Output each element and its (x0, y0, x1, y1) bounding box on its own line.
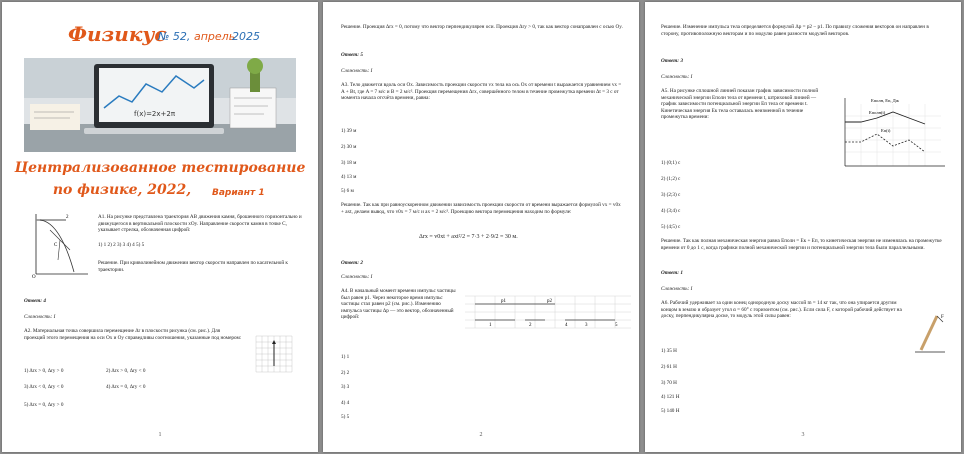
graph-axis-label: Eполн, Eп, Дж (871, 98, 899, 103)
cover-illustration (24, 58, 296, 152)
a1-solution: Решение. При криволинейном движении вектор скорости направлен по касательной к траектории. (98, 260, 288, 273)
a4-option-2: 2) 2 (341, 370, 350, 376)
a6-question: А6. Рабочий удерживает за один конец однородную доску массой m = 14 кг так, что она упирается другим концом в землю и образует угол α = 60° с горизонтом (см. рис.). Если сила F, с которой рабочий действует на доску, перпендикулярна доске, то модуль этой силы равен: (661, 300, 902, 320)
a3-option-3: 3) 18 м (341, 160, 357, 166)
a3-option-4: 4) 13 м (341, 174, 357, 180)
page-3 (645, 2, 961, 452)
a2-question: А2. Материальная точка совершила перемещение Δr в плоскости рисунка (см. рис.). Для проекций этого перемещения на оси Ox и Oy справедливы соотношения, указанные под номером: (24, 328, 242, 341)
a5-option-1: 1) (0;1) с (661, 160, 681, 166)
page-number-1: 1 (158, 432, 162, 438)
a1-trajectory-figure (30, 212, 90, 278)
p2-difficulty-1: Сложность: I (341, 68, 373, 74)
svg-text:4: 4 (565, 323, 568, 328)
a2-option-4: 4) Δrx = 0, Δry < 0 (106, 384, 146, 390)
a2-option-3: 3) Δrx < 0, Δry < 0 (24, 384, 64, 390)
graph-label-potential: Eп(t) (881, 128, 891, 133)
a6-board-figure (911, 306, 947, 356)
issue-year: 2025 (232, 30, 260, 43)
a3-option-5: 5) 6 м (341, 188, 354, 194)
test-title: Централизованное тестирование (14, 160, 306, 176)
a5-question: А5. На рисунке сплошной линией показан график зависимости полной механической энергии Eполн тела от времени t, штриховой линией — график зависимости потенциальной энергии Eп тела от времени t. Кинетическая энергия Eк тела оставалась неизменной в течение промежутка времени: (661, 88, 819, 121)
svg-text:2: 2 (66, 215, 69, 220)
page-number-3: 3 (801, 432, 805, 438)
a3-option-1: 1) 39 м (341, 128, 357, 134)
p3-difficulty-2: Сложность: I (661, 286, 693, 292)
p3-answer-3: Ответ: 3 (661, 58, 683, 64)
p3-answer-1: Ответ: 1 (661, 270, 683, 276)
p2-answer-5: Ответ: 5 (341, 52, 363, 58)
issue-month: апрель (194, 30, 236, 43)
issue-number: № 52, (158, 30, 191, 43)
a6-option-1: 1) 35 Н (661, 348, 677, 354)
a3-question: А3. Тело движется вдоль оси Ox. Зависимость проекции скорости vx тела на ось Ox от времени t выражается уравнением vx = A + Bt, где A = 7 м/с и B = 2 м/с². Проекция перемещения Δrx, совершённого телом в течение промежутка времени Δt = 3 с от момента начала отсчёта времени, равна: (341, 82, 622, 102)
svg-text:3: 3 (585, 323, 588, 328)
p3-top-solution: Решение. Изменение импульса тела определяется формулой Δp = p2 − p1. По правилу сложения векторов он направлен в сторону, противоположную векторам и по модулю равен разности модулей векторов. (661, 24, 929, 37)
svg-text:C: C (54, 243, 58, 248)
page-2 (323, 2, 639, 452)
a2-option-5: 5) Δrx = 0, Δry > 0 (24, 402, 64, 408)
svg-text:f(x)=2x+2π: f(x)=2x+2π (134, 110, 176, 118)
p3-difficulty-1: Сложность: I (661, 74, 693, 80)
page-1 (2, 2, 318, 452)
a4-option-4: 4) 4 (341, 400, 350, 406)
a6-option-5: 5) 140 Н (661, 408, 680, 414)
svg-text:O: O (32, 275, 36, 278)
variant-label: Вариант 1 (212, 188, 265, 198)
a5-option-4: 4) (3;4) с (661, 208, 681, 214)
magazine-title: Физикус (68, 22, 167, 46)
svg-text:1: 1 (489, 323, 492, 328)
a3-option-2: 2) 30 м (341, 144, 357, 150)
a1-answer: Ответ: 4 (24, 298, 46, 304)
svg-text:5: 5 (615, 323, 618, 328)
page-number-2: 2 (479, 432, 483, 438)
test-title-2: по физике, 2022, (52, 182, 192, 198)
a4-question: А4. В начальный момент времени импульс частицы был равен p1. Через некоторое время импульс частицы стал равен p2 (см. рис.). Изменению импульса частицы Δp — это вектор, обозначенный цифрой: (341, 288, 456, 321)
p2-difficulty-2: Сложность: I (341, 274, 373, 280)
a3-formula: Δrx = v0xt + axt²/2 = 7·3 + 2·9/2 = 30 м. (419, 234, 518, 240)
graph-label-total: Eполн(t) (869, 110, 886, 115)
a4-option-5: 5) 5 (341, 414, 350, 420)
a4-option-3: 3) 3 (341, 384, 350, 390)
p2-top-solution: Решение. Проекция Δrx = 0, потому что вектор перпендикулярен оси. Проекция Δry > 0, так как вектор сонаправлен с осью Oy. (341, 24, 623, 30)
a5-option-3: 3) (2;3) с (661, 192, 681, 198)
a2-grid-figure (252, 330, 296, 376)
a6-option-3: 3) 70 Н (661, 380, 677, 386)
a5-option-2: 2) (1;2) с (661, 176, 681, 182)
a3-solution: Решение. Так как при равноускоренном движении зависимость проекции скорости от времени выражается формулой vx = v0x + axt, делаем вывод, что v0x = 7 м/с и ax = 2 м/с². Проекцию вектора перемещения находим по формуле: (341, 202, 621, 215)
a2-option-1: 1) Δrx > 0, Δry > 0 (24, 368, 64, 374)
a2-option-2: 2) Δrx > 0, Δry < 0 (106, 368, 146, 374)
a1-question: А1. На рисунке представлена траектория AB движения камня, брошенного горизонтально и движущегося в вертикальной плоскости xOy. Направление скорости камня в точке C, указывает стрелка, обозначенная цифрой: (98, 214, 302, 234)
a5-option-5: 5) (4;5) с (661, 224, 681, 230)
a1-difficulty: Сложность: I (24, 314, 56, 320)
a4-vector-figure (465, 292, 631, 334)
a5-solution: Решение. Так как полная механическая энергия равна Eполн = Eк + Eп, то кинетическая энергия не изменялась на промежутке времени от 0 до 1 с, когда графики полной механической энергии и потенциальной энергии тела были параллельными. (661, 238, 942, 251)
a5-energy-graph (831, 94, 951, 174)
svg-text:p2: p2 (547, 299, 552, 304)
svg-text:p1: p1 (501, 299, 506, 304)
a6-option-2: 2) 61 Н (661, 364, 677, 370)
a4-option-1: 1) 1 (341, 354, 350, 360)
svg-text:2: 2 (529, 323, 532, 328)
svg-text:F: F (941, 315, 944, 320)
p2-answer-2: Ответ: 2 (341, 260, 363, 266)
a6-option-4: 4) 121 Н (661, 394, 680, 400)
a1-options: 1) 1 2) 2 3) 3 4) 4 5) 5 (98, 242, 145, 248)
